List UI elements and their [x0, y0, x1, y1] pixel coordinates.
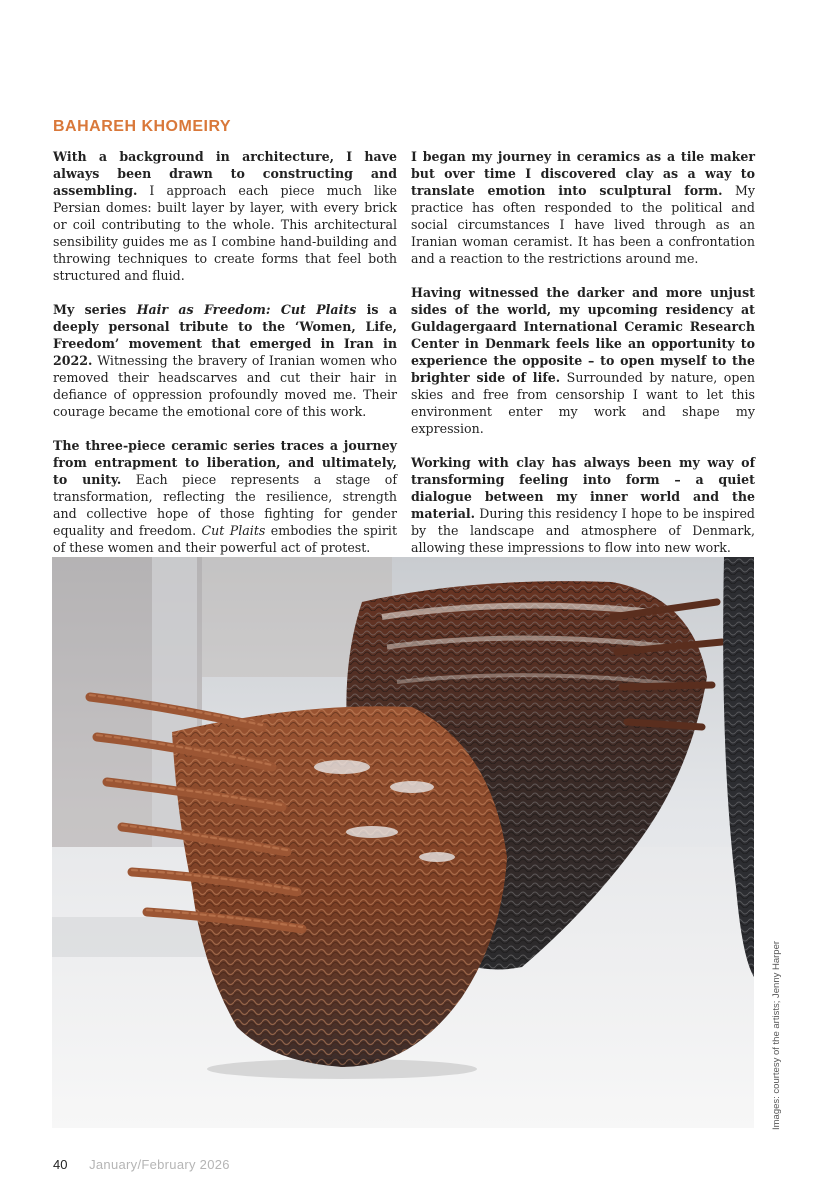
right-p1-lead: I began my journey in ceramics as a tile maker but over time I discovered clay as a way to translate emotion into sculptural form.: [411, 149, 755, 198]
left-paragraph-3: [53, 437, 397, 556]
right-p3-lead: Working with clay has always been my way of transforming feeling into form – a quiet dialogue between my inner world and the material.: [411, 455, 755, 521]
right-column: [411, 148, 755, 573]
right-p1-body: My practice has often responded to the political and social circumstances I have lived through as an Iranian woman ceramist. It has been a confrontation and a reaction to the restrictions around me.: [411, 183, 755, 266]
left-p3-body-a: Each piece represents a stage of transformation, reflecting the resilience, strength and collective hope of those fighting for gender equality and freedom.: [53, 472, 397, 538]
series-title: Hair as Freedom: Cut Plaits: [136, 302, 357, 317]
author-heading: BAHAREH KHOMEIRY: [53, 118, 232, 135]
left-column: [53, 148, 397, 573]
left-p2-lead-a: My series: [53, 302, 137, 317]
sculpture-illustration: [52, 557, 754, 1128]
page-number: 40: [53, 1157, 68, 1172]
left-p2-lead-b: is a deeply personal tribute to the ‘Women, Life, Freedom’ movement that emerged in Iran in 2022.: [53, 302, 397, 368]
left-p1-lead: With a background in architecture, I have always been drawn to constructing and assembling.: [53, 149, 397, 198]
left-p1-body: I approach each piece much like Persian domes: built layer by layer, with every brick or coil contributing to the whole. This architectural sensibility guides me as I combine hand-building and throwing techniques to create forms that feel both structured and fluid.: [53, 183, 397, 283]
left-p3-lead: The three-piece ceramic series traces a journey from entrapment to liberation, and ultimately, to unity.: [53, 438, 397, 487]
left-p2-body: Witnessing the bravery of Iranian women who removed their headscarves and cut their hair in defiance of oppression profoundly moved me. Their courage became the emotional core of this work.: [53, 353, 397, 419]
ceramic-sculpture-photo: [52, 557, 754, 1128]
left-paragraph-2: [53, 301, 397, 420]
photo-credit-caption: Images: courtesy of the artists; Jenny Harper: [771, 940, 782, 1130]
work-title: Cut Plaits: [201, 523, 266, 538]
issue-date: January/February 2026: [89, 1157, 230, 1172]
page-footer: [53, 1157, 230, 1172]
left-p3-body-b: embodies the spirit of these women and their powerful act of protest.: [53, 523, 398, 555]
right-p2-body: Surrounded by nature, open skies and free from censorship I want to let this environment enter my work and shape my expression.: [411, 370, 755, 436]
right-paragraph-1: [411, 148, 755, 267]
right-paragraph-3: [411, 454, 755, 556]
right-p3-body: During this residency I hope to be inspired by the landscape and atmosphere of Denmark, allowing these impressions to flow into new work.: [411, 506, 755, 555]
right-paragraph-2: [411, 284, 755, 437]
left-paragraph-1: [53, 148, 397, 284]
right-p2-lead: Having witnessed the darker and more unjust sides of the world, my upcoming residency at Guldagergaard International Ceramic Research Center in Denmark feels like an opportunity to experience the opposite – to open myself to the brighter side of life.: [411, 285, 755, 385]
